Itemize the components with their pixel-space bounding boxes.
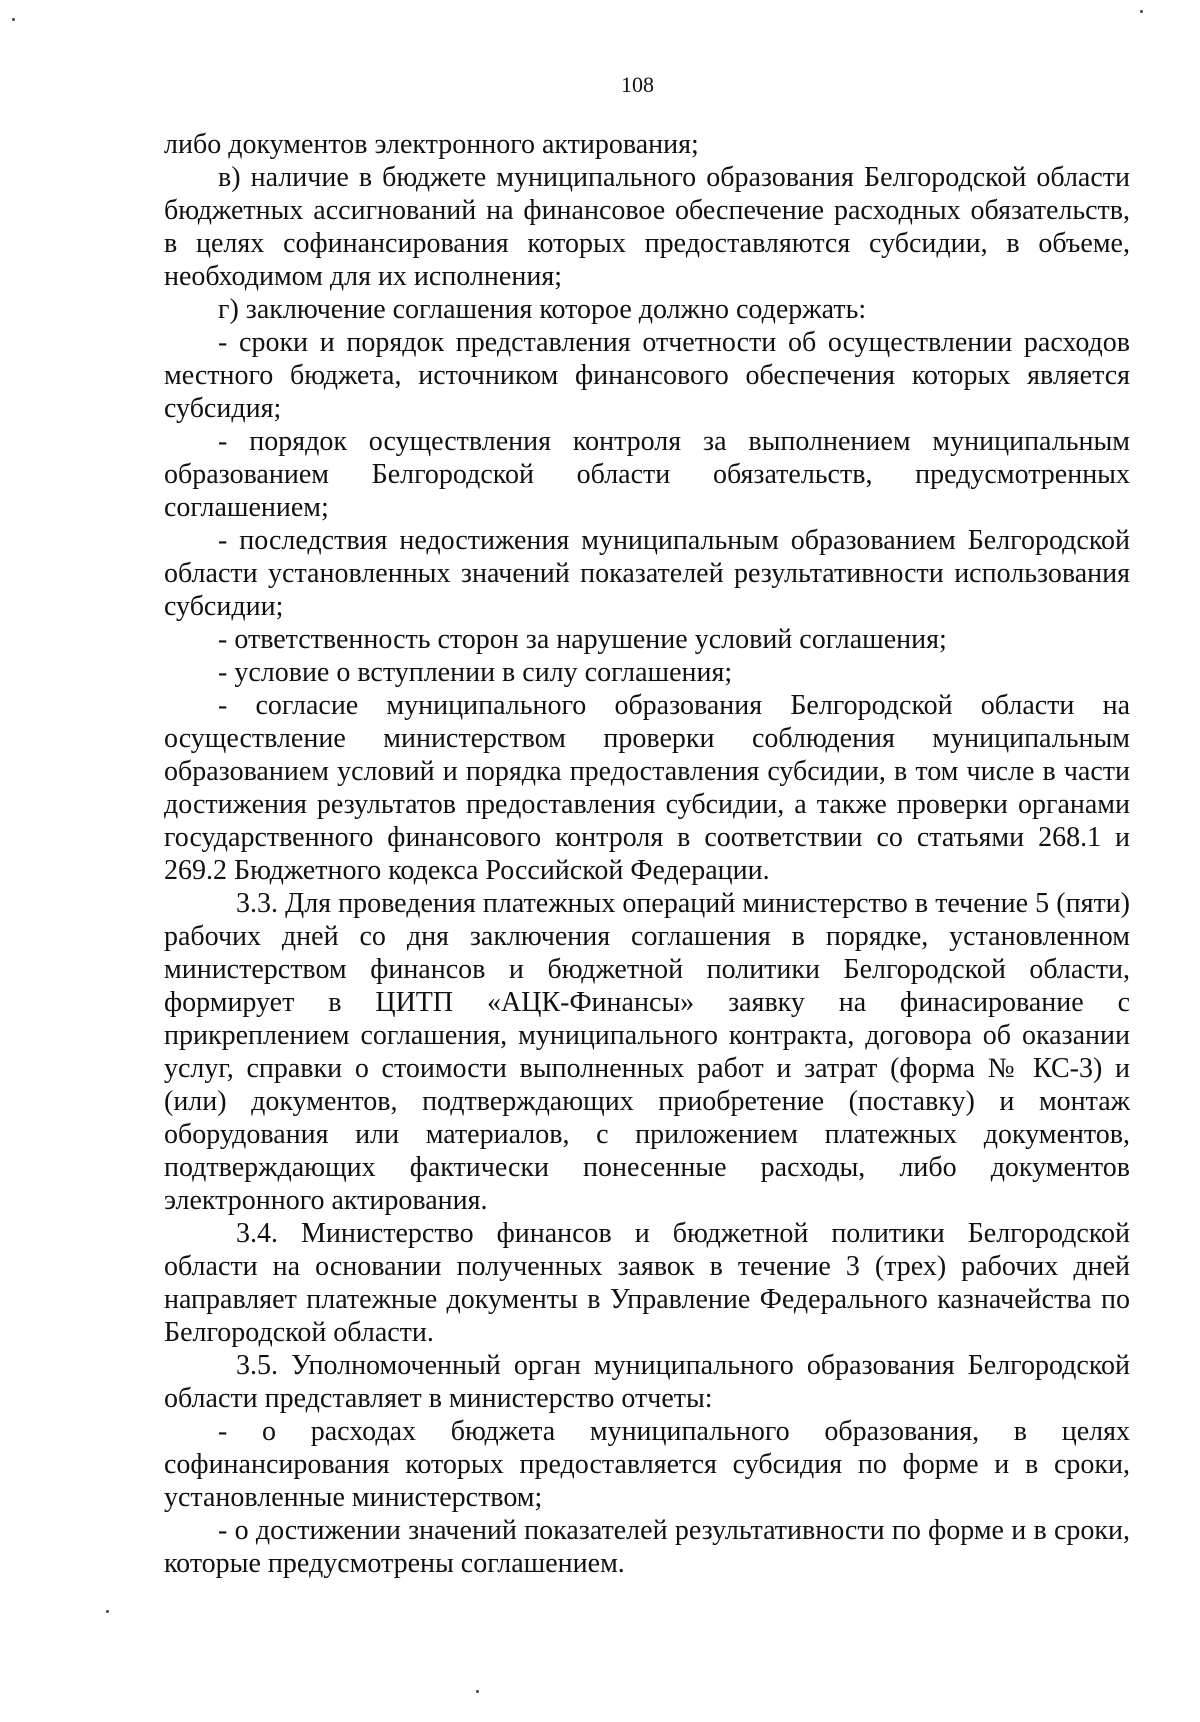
- paragraph: - ответственность сторон за нарушение условий соглашения;: [218, 624, 947, 655]
- document-body: [164, 128, 1130, 1580]
- scan-speck: [1140, 10, 1143, 13]
- paragraph: - условие о вступлении в силу соглашения;: [218, 657, 733, 688]
- paragraph: в) наличие в бюджете муниципального образования Белгородской области бюджетных ассигнований на финансовое обеспечение расходных обязательств, в целях софинансирования которых предоставляются субсидии, в объеме, необходимом для их исполнения;: [164, 162, 1130, 292]
- page-number: 108: [621, 72, 654, 97]
- scan-speck: [12, 18, 15, 21]
- paragraph: 3.4. Министерство финансов и бюджетной политики Белгородской области на основании полученных заявок в течение 3 (трех) рабочих дней направляет платежные документы в Управление Федерального казначейства по Белгородской области.: [164, 1218, 1130, 1348]
- scan-speck: [106, 1610, 109, 1613]
- paragraph: - согласие муниципального образования Белгородской области на осуществление министерством проверки соблюдения муниципальным образованием условий и порядка предоставления субсидии, в том числе в части достижения результатов предоставления субсидии, а также проверки органами государственного финансового контроля в соответствии со статьями 268.1 и 269.2 Бюджетного кодекса Российской Федерации.: [164, 690, 1130, 886]
- paragraph: г) заключение соглашения которое должно содержать:: [218, 294, 867, 325]
- paragraph: либо документов электронного актирования;: [164, 129, 699, 160]
- paragraph: - порядок осуществления контроля за выполнением муниципальным образованием Белгородской области обязательств, предусмотренных соглашением;: [164, 426, 1130, 523]
- paragraph: - о расходах бюджета муниципального образования, в целях софинансирования которых предоставляется субсидия по форме и в сроки, установленные министерством;: [164, 1416, 1130, 1513]
- scan-speck: [476, 1690, 479, 1693]
- paragraph: - сроки и порядок представления отчетности об осуществлении расходов местного бюджета, источником финансового обеспечения которых является субсидия;: [164, 327, 1130, 424]
- paragraph: - последствия недостижения муниципальным образованием Белгородской области установленных значений показателей результативности использования субсидии;: [164, 525, 1130, 622]
- paragraph: - о достижении значений показателей результативности по форме и в сроки, которые предусмотрены соглашением.: [164, 1515, 1130, 1579]
- paragraph: 3.3. Для проведения платежных операций министерство в течение 5 (пяти) рабочих дней со дня заключения соглашения в порядке, установленном министерством финансов и бюджетной политики Белгородской области, формирует в ЦИТП «АЦК-Финансы» заявку на финасирование с прикреплением соглашения, муниципального контракта, договора об оказании услуг, справки о стоимости выполненных работ и затрат (форма № КС-3) и (или) документов, подтверждающих приобретение (поставку) и монтаж оборудования или материалов, с приложением платежных документов, подтверждающих фактически понесенные расходы, либо документов электронного актирования.: [164, 888, 1130, 1216]
- paragraph: 3.5. Уполномоченный орган муниципального образования Белгородской области представляет в министерство отчеты:: [164, 1350, 1130, 1414]
